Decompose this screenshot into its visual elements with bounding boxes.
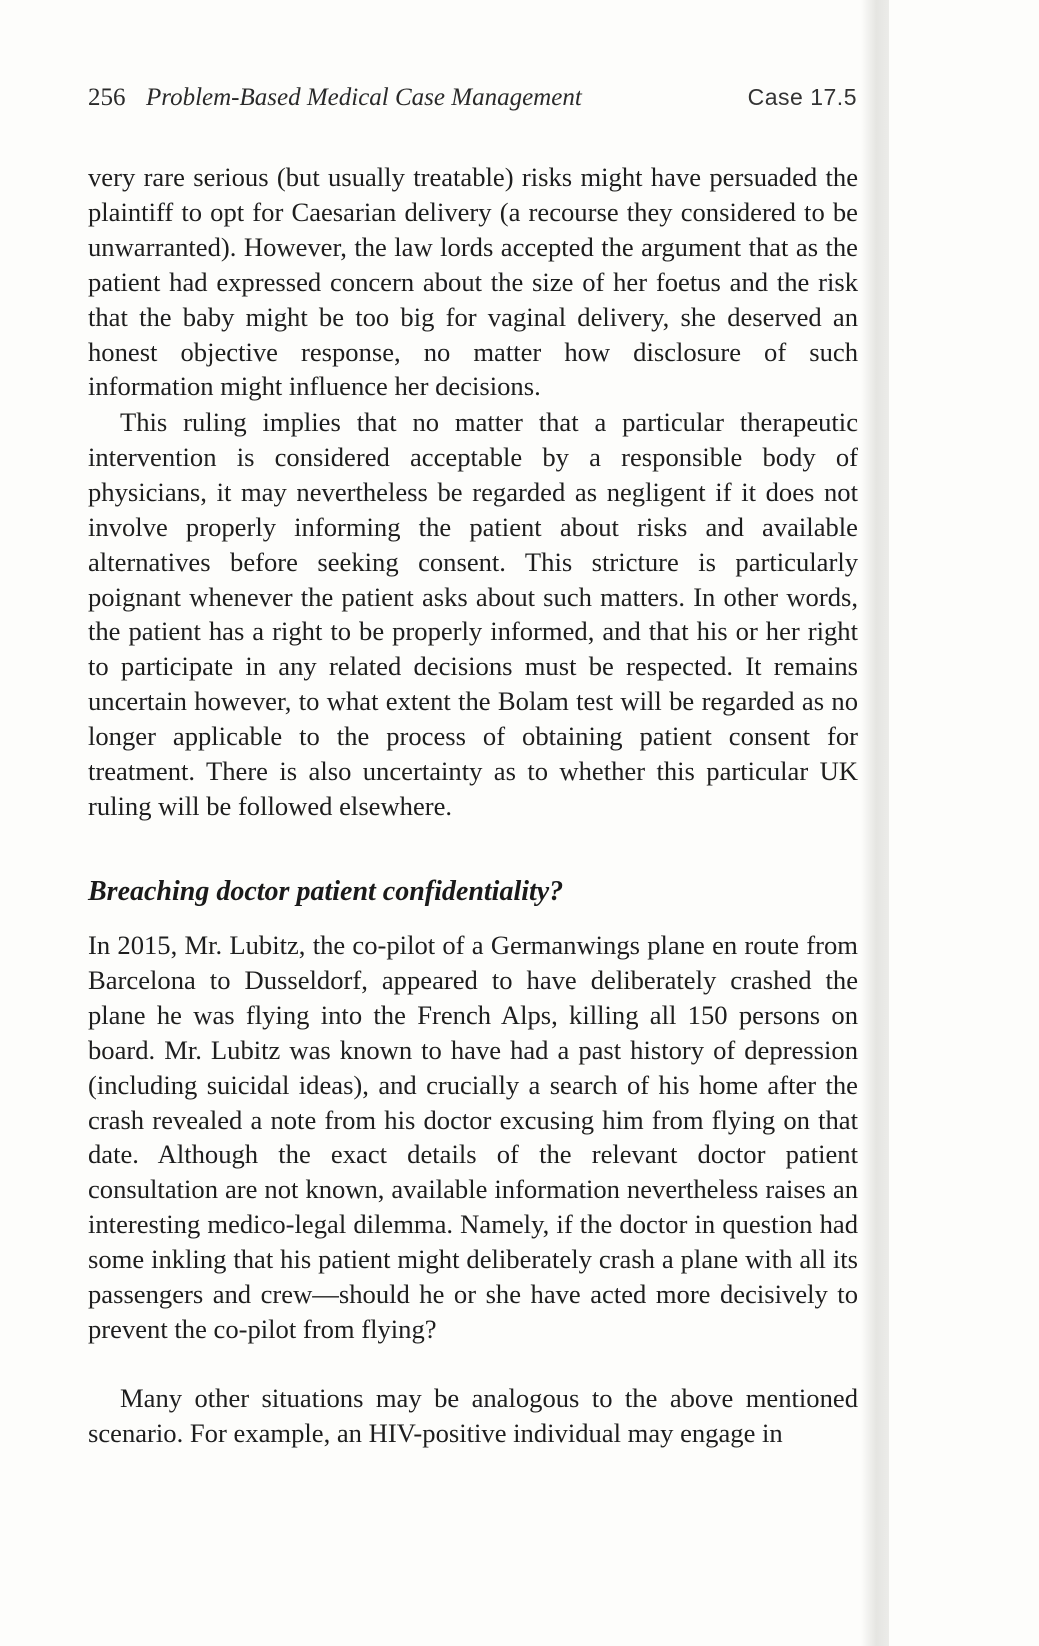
paragraph-consent-ruling: very rare serious (but usually treatable) risks might have persuaded the plaintiff to opt for Caesarian delivery (a recourse they considered to be unwarranted). However, the law lords accepted the argument that as the patient had expressed concern about the size of her foetus and the risk that the baby might be too big for vaginal delivery, she deserved an honest objective response, no matter how disclosure of such information might influence her decisions. xyxy=(88,162,858,402)
paragraph-ruling-implications: This ruling implies that no matter that a particular therapeutic intervention is considered acceptable by a responsible body of physicians, it may nevertheless be regarded as negligent if it does not involve properly informing the patient about risks and available alternatives before seeking consent. This stricture is particularly poignant whenever the patient asks about such matters. In other words, the patient has a right to be properly informed, and that his or her right to participate in any related decisions must be respected. It remains uncertain however, to what extent the Bolam test will be regarded as no longer applicable to the process of obtaining patient consent for treatment. There is also uncertainty as to whether this particular UK ruling will be followed elsewhere. xyxy=(88,407,858,821)
section-heading: Breaching doctor patient confidentiality? xyxy=(88,876,564,907)
paragraph-analogous-situations: Many other situations may be analogous to the above mentioned scenario. For example, an HIV-positive individual may engage in xyxy=(88,1383,858,1448)
book-title: Problem-Based Medical Case Management xyxy=(146,84,582,111)
binding-gutter-shadow xyxy=(861,0,889,1646)
page-number: 256 xyxy=(88,84,126,111)
running-head xyxy=(88,78,857,118)
case-label: Case 17.5 xyxy=(747,84,857,110)
paragraph-germanwings-case: In 2015, Mr. Lubitz, the co-pilot of a Germanwings plane en route from Barcelona to Dusseldorf, appeared to have deliberately crashed the plane he was flying into the French Alps, killing all 150 persons on board. Mr. Lubitz was known to have had a past history of depression (including suicidal ideas), and crucially a search of his home after the crash revealed a note from his doctor excusing him from flying on that date. Although the exact details of the relevant doctor patient consultation are not known, available information nevertheless raises an interesting medico-legal dilemma. Namely, if the doctor in question had some inkling that his patient might deliberately crash a plane with all its passengers and crew—should he or she have acted more decisively to prevent the co-pilot from flying? xyxy=(88,930,858,1344)
